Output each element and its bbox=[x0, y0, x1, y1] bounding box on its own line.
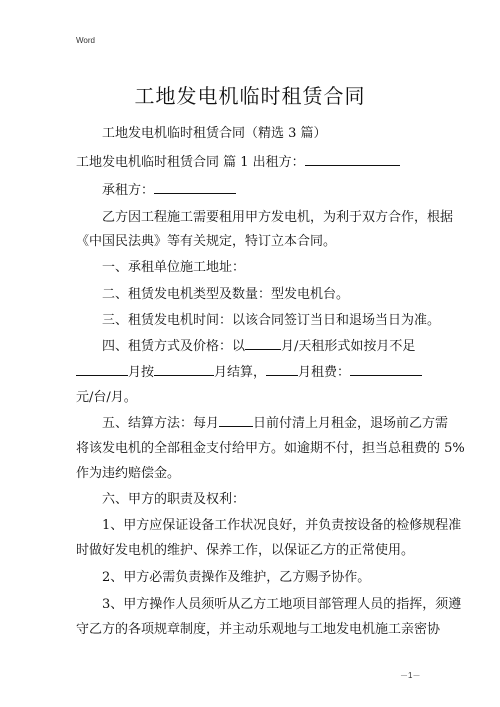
lessee-blank bbox=[154, 180, 236, 194]
clause-4-blank-3 bbox=[154, 362, 214, 376]
lessor-line bbox=[76, 152, 426, 173]
clause-5-line-1 bbox=[76, 413, 452, 434]
clause-5-line-3: 作为违约赔偿金。 bbox=[76, 466, 181, 481]
clause-4-text-c: 月按 bbox=[128, 365, 155, 380]
page-number: －1－ bbox=[400, 671, 421, 680]
lessee-label: 承租方： bbox=[102, 183, 155, 198]
clause-4-text-d: 月结算， bbox=[214, 365, 267, 380]
clause-4-line-3: 元/台/月。 bbox=[76, 390, 137, 405]
clause-4-blank-4 bbox=[266, 362, 298, 376]
clause-6-2: 2、甲方必需负责操作及维护，乙方赐予协作。 bbox=[102, 570, 371, 585]
document-title: 工地发电机临时租赁合同 bbox=[134, 84, 366, 108]
lessor-blank bbox=[305, 152, 400, 166]
clause-3: 三、租赁发电机时间：以该合同签订当日和退场当日为准。 bbox=[102, 313, 441, 328]
clause-5-text-a: 五、结算方法：每月 bbox=[102, 416, 220, 431]
lessor-line-text: 工地发电机临时租赁合同 篇 1 出租方： bbox=[76, 155, 305, 170]
app-label: Word bbox=[76, 36, 95, 45]
clause-4-blank-2 bbox=[76, 362, 128, 376]
clause-5-line-2: 将该发电机的全部租金支付给甲方。如逾期不付，担当总租费的 5% bbox=[76, 441, 465, 456]
intro-line-1: 乙方因工程施工需要租用甲方发电机，为利于双方合作，根据 bbox=[102, 210, 454, 225]
clause-4-blank-5 bbox=[350, 362, 422, 376]
clause-4-text-e: 月租费： bbox=[298, 365, 351, 380]
clause-4-blank-1 bbox=[245, 336, 281, 350]
clause-6-3-line-1: 3、甲方操作人员须听从乙方工地项目部管理人员的指挥，须遵 bbox=[102, 597, 462, 612]
clause-4-line-2 bbox=[76, 362, 426, 383]
clause-6-1-line-1: 1、甲方应保证设备工作状况良好，并负责按设备的检修规程准 bbox=[102, 518, 462, 533]
lessee-line bbox=[76, 180, 452, 201]
intro-line-2: 《中国民法典》等有关规定，特订立本合同。 bbox=[76, 234, 337, 249]
clause-6-3-line-2: 守乙方的各项规章制度，并主动乐观地与工地发电机施工亲密协 bbox=[76, 622, 441, 637]
clause-4-text-a: 四、租赁方式及价格：以 bbox=[102, 339, 246, 354]
clause-5-blank bbox=[219, 413, 253, 427]
clause-5-text-b: 日前付清上月租金，退场前乙方需 bbox=[253, 416, 449, 431]
clause-6-1-line-2: 时做好发电机的维护、保养工作，以保证乙方的正常使用。 bbox=[76, 543, 415, 558]
document-subtitle: 工地发电机临时租赁合同（精选 3 篇） bbox=[102, 126, 327, 141]
clause-1: 一、承租单位施工地址： bbox=[102, 260, 246, 275]
clause-6-heading: 六、甲方的职责及权利： bbox=[102, 492, 246, 507]
clause-4-text-b: 月/天租形式如按月不足 bbox=[281, 339, 416, 354]
clause-4-line-1 bbox=[76, 336, 452, 357]
clause-2: 二、租赁发电机类型及数量：型发电机台。 bbox=[102, 287, 350, 302]
